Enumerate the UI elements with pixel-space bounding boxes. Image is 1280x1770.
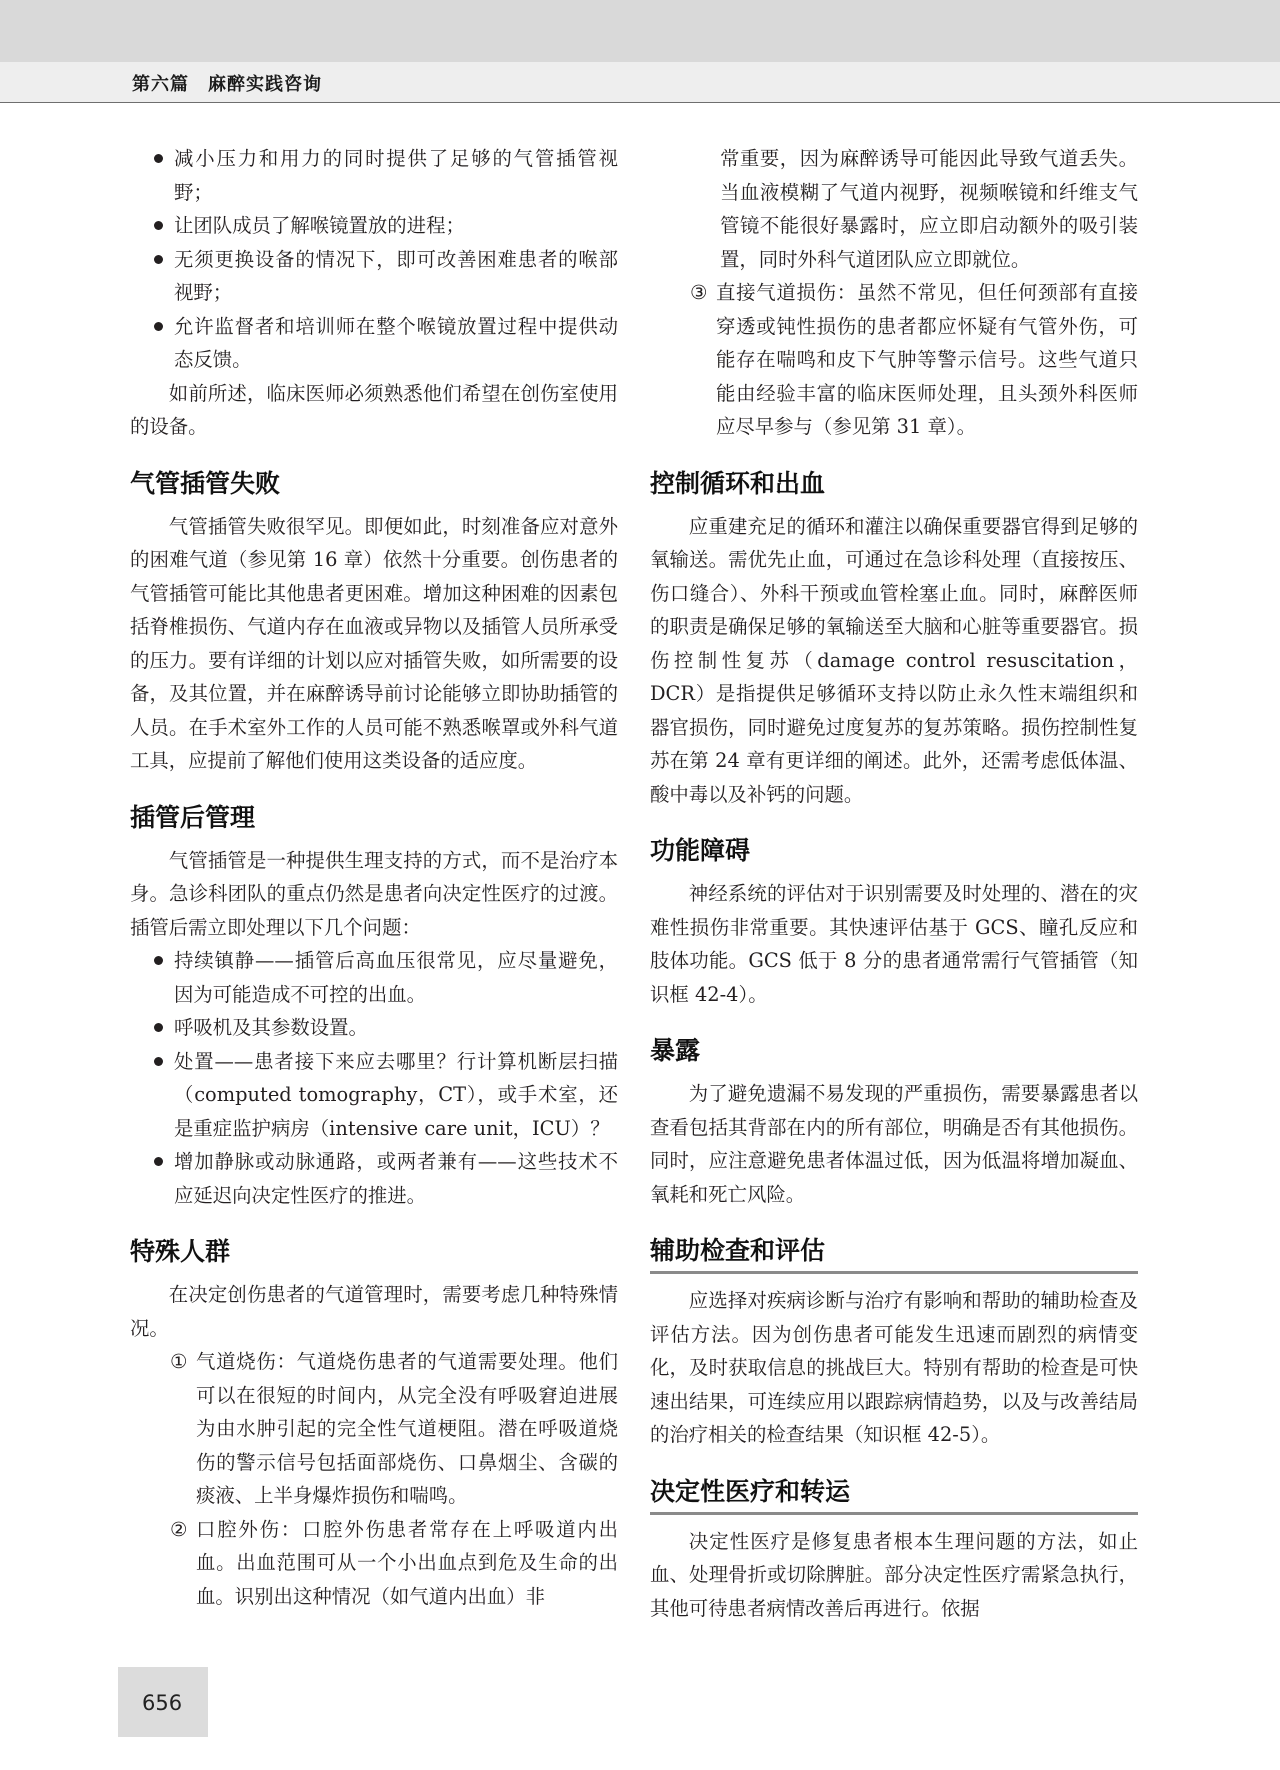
left-column <box>130 142 618 1613</box>
list-item: 呼吸机及其参数设置。 <box>130 1011 618 1045</box>
paragraph: 决定性医疗是修复患者根本生理问题的方法，如止血、处理骨折或切除脾脏。部分决定性医疗需紧急执行，其他可待患者病情改善后再进行。依据 <box>650 1529 1138 1620</box>
paragraph: 应重建充足的循环和灌注以确保重要器官得到足够的氧输送。需优先止血，可通过在急诊科处理（直接按压、伤口缝合）、外科干预或血管栓塞止血。同时，麻醉医师的职责是确保足够的氧输送至大脑和心脏等重要器官。损伤控制性复苏（damage control resuscitation，DCR）是指提供足够循环支持以防止永久性末端组织和器官损伤，同时避免过度复苏的复苏策略。损伤控制性复苏在第 24 章有更详细的阐述。此外，还需考虑低体温、酸中毒以及补钙的问题。 <box>650 514 1138 806</box>
item-text: 直接气道损伤：虽然不常见，但任何颈部有直接穿透或钝性损伤的患者都应怀疑有气管外伤，可能存在喘鸣和皮下气肿等警示信号。这些气道只能由经验丰富的临床医师处理，且头颈外科医师应尽早参与（参见第 31 章）。 <box>716 281 1138 438</box>
bullet-list-post-intubation <box>130 944 618 1212</box>
list-item: 持续镇静——插管后高血压很常见，应尽量避免，因为可能造成不可控的出血。 <box>130 944 618 1011</box>
paragraph: 气管插管失败很罕见。即便如此，时刻准备应对意外的困难气道（参见第 16 章）依然十分重要。创伤患者的气管插管可能比其他患者更困难。增加这种困难的因素包括脊椎损伤、气道内存在血液或异物以及插管人员所承受的压力。要有详细的计划以应对插管失败，如所需要的设备，及其位置，并在麻醉诱导前讨论能够立即协助插管的人员。在手术室外工作的人员可能不熟悉喉罩或外科气道工具，应提前了解他们使用这类设备的适应度。 <box>130 514 618 772</box>
numbered-item-oral-trauma <box>130 1513 618 1614</box>
top-band <box>0 0 1280 62</box>
section-heading-special-populations: 特殊人群 <box>130 1237 231 1266</box>
list-item: 减小压力和用力的同时提供了足够的气管插管视野； <box>130 142 618 209</box>
running-header <box>0 62 1280 103</box>
paragraph: 应选择对疾病诊断与治疗有影响和帮助的辅助检查及评估方法。因为创伤患者可能发生迅速而剧烈的病情变化，及时获取信息的挑战巨大。特别有帮助的检查是可快速出结果，可连续应用以跟踪病情趋势，以及与改善结局的治疗相关的检查结果（知识框 42-5）。 <box>650 1289 1138 1446</box>
section-heading-exposure: 暴露 <box>650 1036 701 1065</box>
item-text: 口腔外伤：口腔外伤患者常存在上呼吸道内出血。出血范围可从一个小出血点到危及生命的出血。识别出这种情况（如气道内出血）非 <box>196 1517 618 1608</box>
paragraph: 为了避免遗漏不易发现的严重损伤，需要暴露患者以查看包括其背部在内的所有部位，明确是否有其他损伤。同时，应注意避免患者体温过低，因为低温将增加凝血、氧耗和死亡风险。 <box>650 1082 1138 1206</box>
section-heading-disability: 功能障碍 <box>650 836 751 865</box>
continued-text: 常重要，因为麻醉诱导可能因此导致气道丢失。当血液模糊了气道内视野，视频喉镜和纤维支气管镜不能很好暴露时，应立即启动额外的吸引装置，同时外科气道团队应立即就位。 <box>720 147 1138 271</box>
numbered-item-direct-airway-injury <box>650 276 1138 444</box>
section-heading-circulation: 控制循环和出血 <box>650 468 826 498</box>
page-number: 656 <box>118 1667 208 1737</box>
item-marker: ① <box>170 1350 188 1373</box>
item-marker: ③ <box>690 281 708 304</box>
list-item: 增加静脉或动脉通路，或两者兼有——这些技术不应延迟向决定性医疗的推进。 <box>130 1145 618 1212</box>
list-item: 让团队成员了解喉镜置放的进程； <box>130 209 618 243</box>
paragraph: 如前所述，临床医师必须熟悉他们希望在创伤室使用的设备。 <box>130 381 618 438</box>
right-column <box>650 142 1138 1625</box>
section-heading-definitive-care: 决定性医疗和转运 <box>650 1474 1138 1515</box>
paragraph: 神经系统的评估对于识别需要及时处理的、潜在的灾难性损伤非常重要。其快速评估基于 GCS、瞳孔反应和肢体功能。GCS 低于 8 分的患者通常需行气管插管（知识框 42-4）。 <box>650 882 1138 1006</box>
paragraph: 在决定创伤患者的气道管理时，需要考虑几种特殊情况。 <box>130 1283 618 1340</box>
section-heading-intubation-failure: 气管插管失败 <box>130 468 281 498</box>
item-marker: ② <box>170 1517 188 1541</box>
part-label: 第六篇 麻醉实践咨询 <box>132 74 322 95</box>
section-heading-post-intubation: 插管后管理 <box>130 802 256 832</box>
list-item: 允许监督者和培训师在整个喉镜放置过程中提供动态反馈。 <box>130 310 618 377</box>
item-text: 气道烧伤：气道烧伤患者的气道需要处理。他们可以在很短的时间内，从完全没有呼吸窘迫进展为由水肿引起的完全性气道梗阻。潜在呼吸道烧伤的警示信号包括面部烧伤、口鼻烟尘、含碳的痰液、上半身爆炸损伤和喘鸣。 <box>196 1350 618 1507</box>
bullet-list-laryngoscope <box>130 142 618 377</box>
list-item: 处置——患者接下来应去哪里？行计算机断层扫描（computed tomography，CT），或手术室，还是重症监护病房（intensive care unit，ICU）？ <box>130 1045 618 1146</box>
numbered-item-airway-burn <box>130 1345 618 1513</box>
paragraph: 气管插管是一种提供生理支持的方式，而不是治疗本身。急诊科团队的重点仍然是患者向决定性医疗的过渡。插管后需立即处理以下几个问题： <box>130 848 618 939</box>
list-item: 无须更换设备的情况下，即可改善困难患者的喉部视野； <box>130 243 618 310</box>
section-heading-auxiliary-exams: 辅助检查和评估 <box>650 1233 1138 1274</box>
